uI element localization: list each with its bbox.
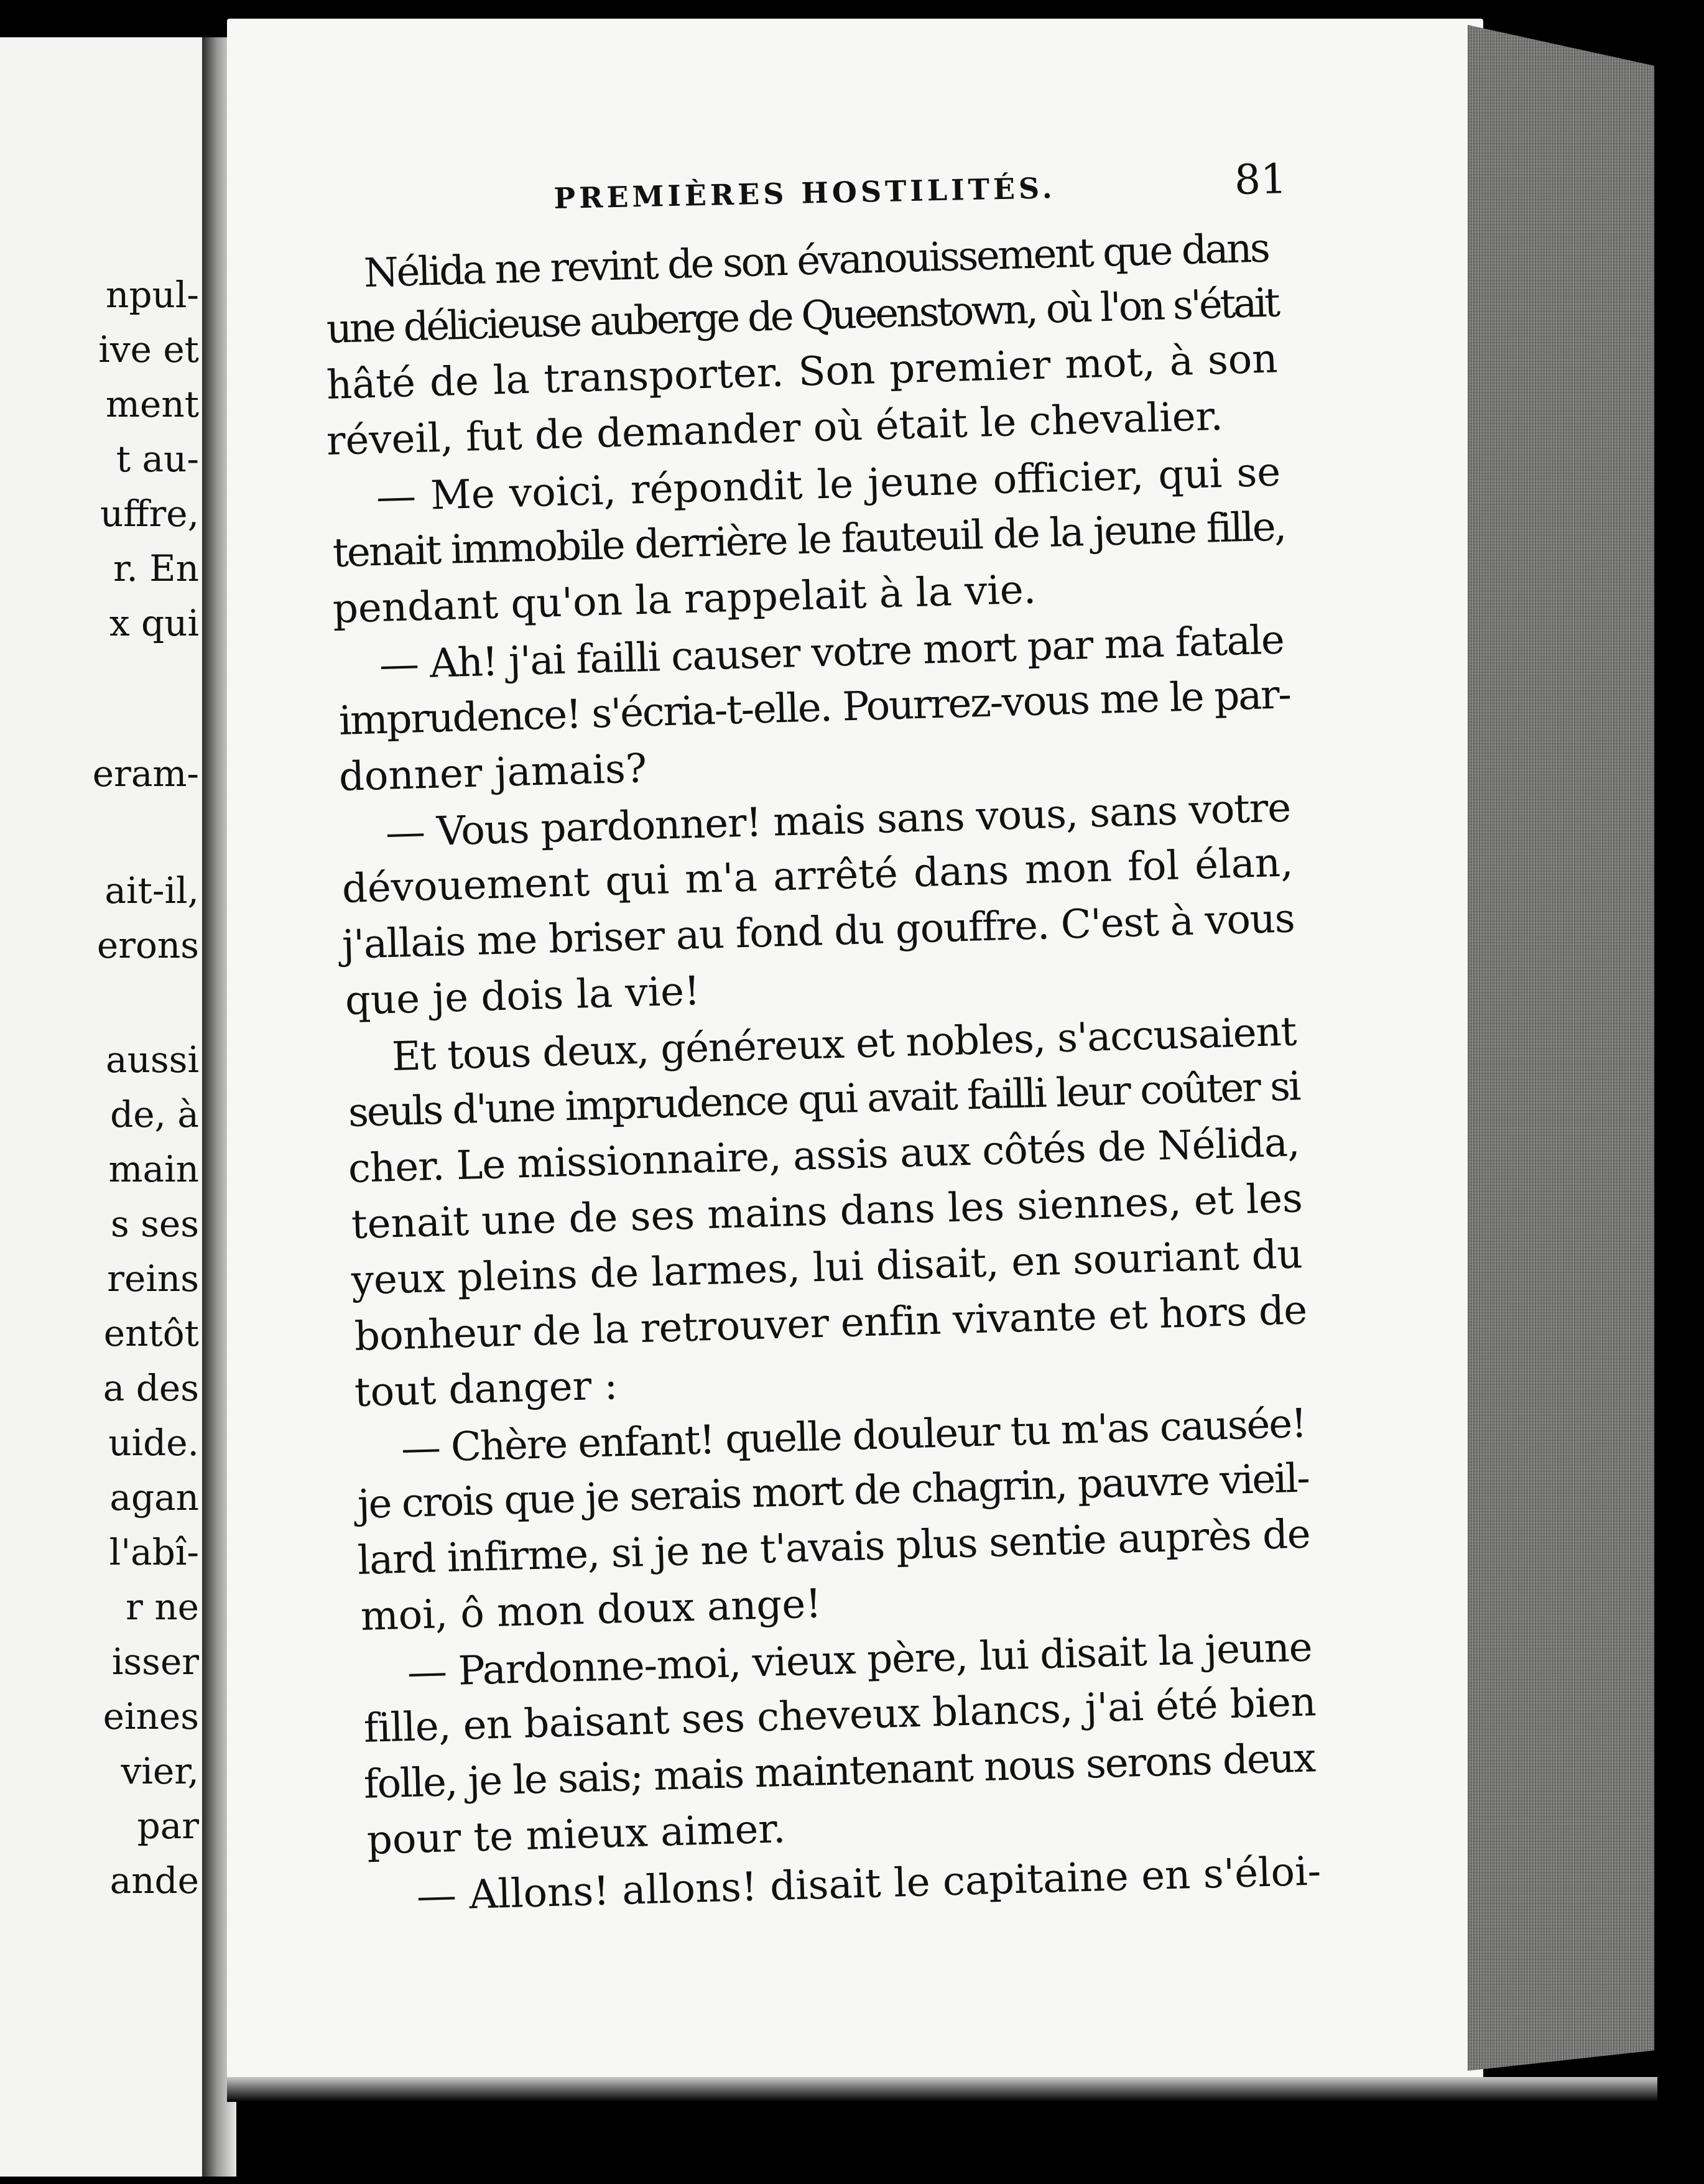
text-line: yeux pleins de larmes, lui disait, en souriant du [350,1231,1303,1304]
text-line: lard infirme, si je ne t'avais plus sentie auprès de [356,1511,1311,1584]
left-line: main [108,1148,199,1190]
text-line: Et tous deux, généreux et nobles, s'accusaient [391,1009,1297,1080]
text-line: réveil, fut de demander où était le chevalier. [325,393,1224,465]
text-line: pour te mieux aimer. [366,1806,787,1864]
text-line: — Vous pardonner! mais sans vous, sans votre [384,785,1291,856]
left-line: isser [111,1640,199,1683]
text-line: Nélida ne revint de son évanouissement que dans [363,225,1269,297]
text-line: j'allais me briser au fond du gouffre. C'est à vous [341,895,1295,968]
text-line: — Chère enfant! quelle douleur tu m'as causée! [400,1400,1307,1472]
left-line: par [137,1805,199,1847]
text-line: tenait une de ses mains dans les siennes, et les [350,1175,1303,1248]
left-line: t au- [116,438,199,480]
text-line: dévouement qui m'a arrêté dans mon fol élan, [341,840,1294,912]
left-line: entôt [103,1312,199,1354]
left-line: npul- [106,274,199,316]
left-line: uide. [108,1422,199,1464]
text-line: que je dois la vie! [344,968,701,1024]
text-line: — Allons! allons! disait le capitaine en s'éloi- [415,1848,1322,1920]
text-line: imprudence! s'écria-t-elle. Pourrez-vous me le par- [338,672,1291,744]
left-line: a des [103,1367,199,1409]
text-line: pendant qu'on la rappelait à la vie. [331,567,1037,632]
left-line: de, à [110,1093,199,1136]
text-line: moi, ô mon doux ange! [359,1581,822,1640]
text-line: tenait immobile derrière le fauteuil de la jeune fille, [331,504,1286,576]
text-line: tout danger : [353,1363,619,1416]
text-line: je crois que je serais mort de chagrin, pauvre vieil- [356,1455,1310,1528]
text-line: — Pardonne-moi, vieux père, lui disait la jeune [406,1624,1313,1696]
text-line: fille, en baisant ses cheveux blancs, j'ai été bien [363,1679,1317,1752]
left-line: uffre, [100,493,199,535]
left-line: ait-il, [104,869,199,912]
running-header: PREMIÈRES HOSTILITÉS. [553,171,1057,215]
left-line: ment [106,383,199,425]
text-line: folle, je le sais; mais maintenant nous serons deux [363,1735,1315,1808]
left-line: erons [96,924,199,966]
left-line: r. En [113,547,199,590]
left-line: r ne [126,1586,199,1628]
text-line: une délicieuse auberge de Queenstown, où l'on s'était [325,280,1279,353]
left-line: x qui [109,602,199,644]
text-line: — Ah! j'ai failli causer votre mort par ma fatale [378,617,1285,688]
text-line: cher. Le missionnaire, assis aux côtés de Nélida, [347,1119,1300,1192]
text-line: hâté de la transporter. Son premier mot, à son [325,336,1279,409]
left-line: ive et [98,328,199,371]
left-line: agan [109,1476,199,1519]
left-line: eines [103,1695,199,1737]
left-line: reins [107,1257,199,1300]
text-line: bonheur de la retrouver enfin vivante et hors de [353,1287,1308,1360]
page-number: 81 [1234,155,1287,204]
left-line: l'abî- [109,1531,199,1573]
left-line: s ses [110,1203,199,1245]
left-line: eram- [92,752,199,795]
text-line: seuls d'une imprudence qui avait failli leur coûter si [347,1063,1300,1136]
text-line: — Me voici, répondit le jeune officier, qui se [375,449,1282,521]
left-line: ande [109,1859,199,1902]
left-line: vier, [121,1750,199,1792]
left-line: aussi [105,1039,199,1081]
text-line: donner jamais? [338,746,648,800]
